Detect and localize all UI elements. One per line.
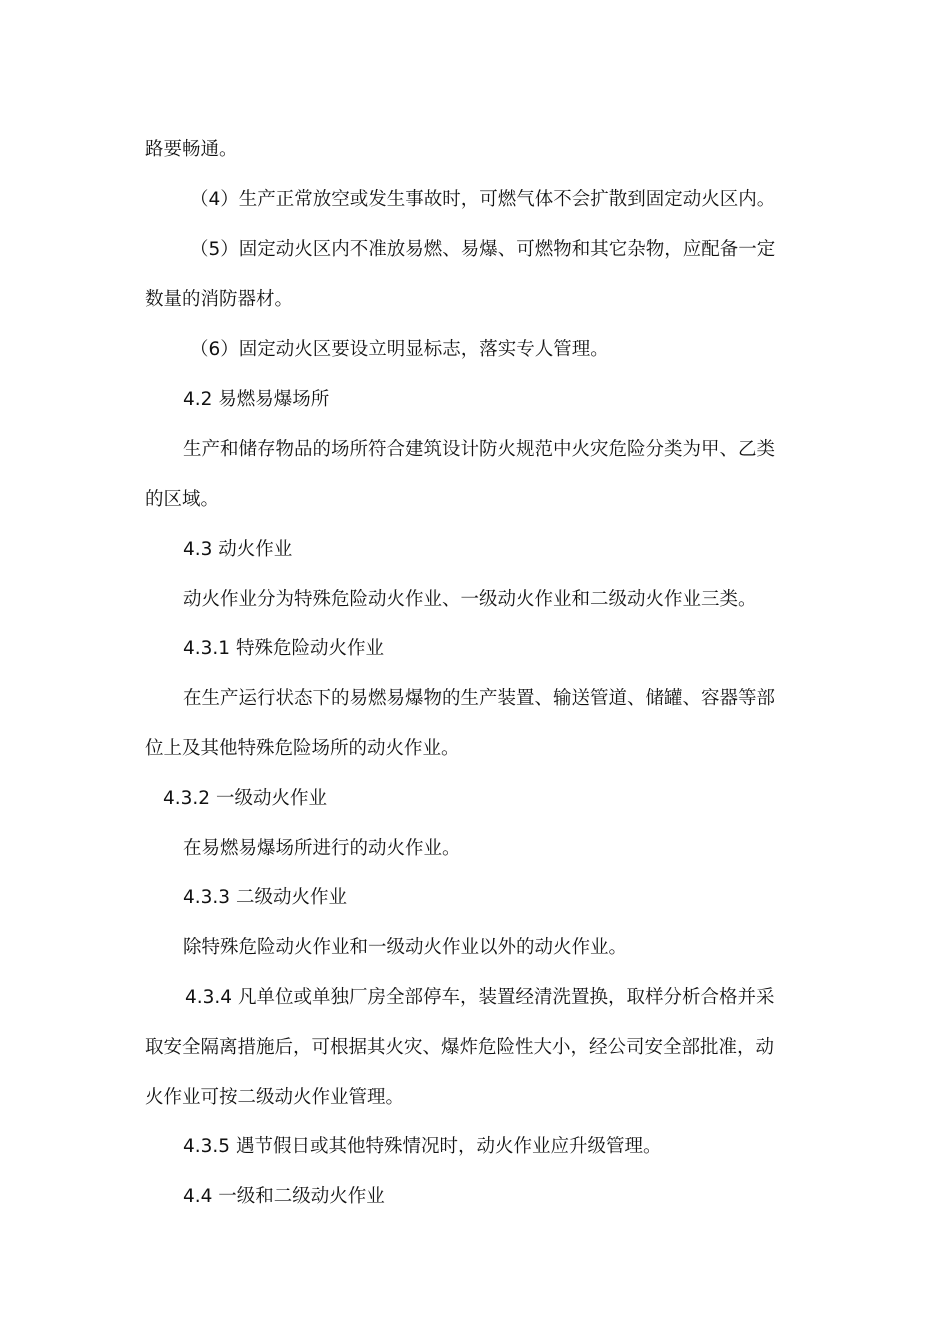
paragraph-line: 在易燃易爆场所进行的动火作业。 xyxy=(183,838,461,859)
paragraph-line: 动火作业分为特殊危险动火作业、一级动火作业和二级动火作业三类。 xyxy=(183,589,757,610)
section-heading: 4.3.2 一级动火作业 xyxy=(163,788,327,809)
paragraph-line: 位上及其他特殊危险场所的动火作业。 xyxy=(145,738,460,759)
section-heading: 4.4 一级和二级动火作业 xyxy=(183,1186,385,1207)
section-heading: 4.3 动火作业 xyxy=(183,539,293,560)
section-heading: 4.2 易燃易爆场所 xyxy=(183,389,330,410)
paragraph-line: （5）固定动火区内不准放易燃、易爆、可燃物和其它杂物，应配备一定 xyxy=(190,239,776,260)
paragraph-line: （6）固定动火区要设立明显标志，落实专人管理。 xyxy=(190,339,609,360)
paragraph-line: 火作业可按二级动火作业管理。 xyxy=(145,1087,405,1108)
paragraph-line: 在生产运行状态下的易燃易爆物的生产装置、输送管道、储罐、容器等部 xyxy=(183,688,776,709)
section-heading: 4.3.3 二级动火作业 xyxy=(183,887,347,908)
section-heading: 4.3.1 特殊危险动火作业 xyxy=(183,638,384,659)
paragraph-line: 数量的消防器材。 xyxy=(145,289,294,310)
paragraph-line: 4.3.4 凡单位或单独厂房全部停车，装置经清洗置换，取样分析合格并采 xyxy=(185,987,775,1008)
paragraph-line: 路要畅通。 xyxy=(145,139,238,160)
paragraph-line: 的区域。 xyxy=(145,489,220,510)
paragraph-line: 除特殊危险动火作业和一级动火作业以外的动火作业。 xyxy=(183,937,628,958)
paragraph-line: （4）生产正常放空或发生事故时，可燃气体不会扩散到固定动火区内。 xyxy=(190,189,776,210)
paragraph-line: 取安全隔离措施后，可根据其火灾、爆炸危险性大小，经公司安全部批准，动 xyxy=(145,1037,775,1058)
paragraph-line: 4.3.5 遇节假日或其他特殊情况时，动火作业应升级管理。 xyxy=(183,1136,662,1157)
paragraph-line: 生产和储存物品的场所符合建筑设计防火规范中火灾危险分类为甲、乙类 xyxy=(183,439,776,460)
